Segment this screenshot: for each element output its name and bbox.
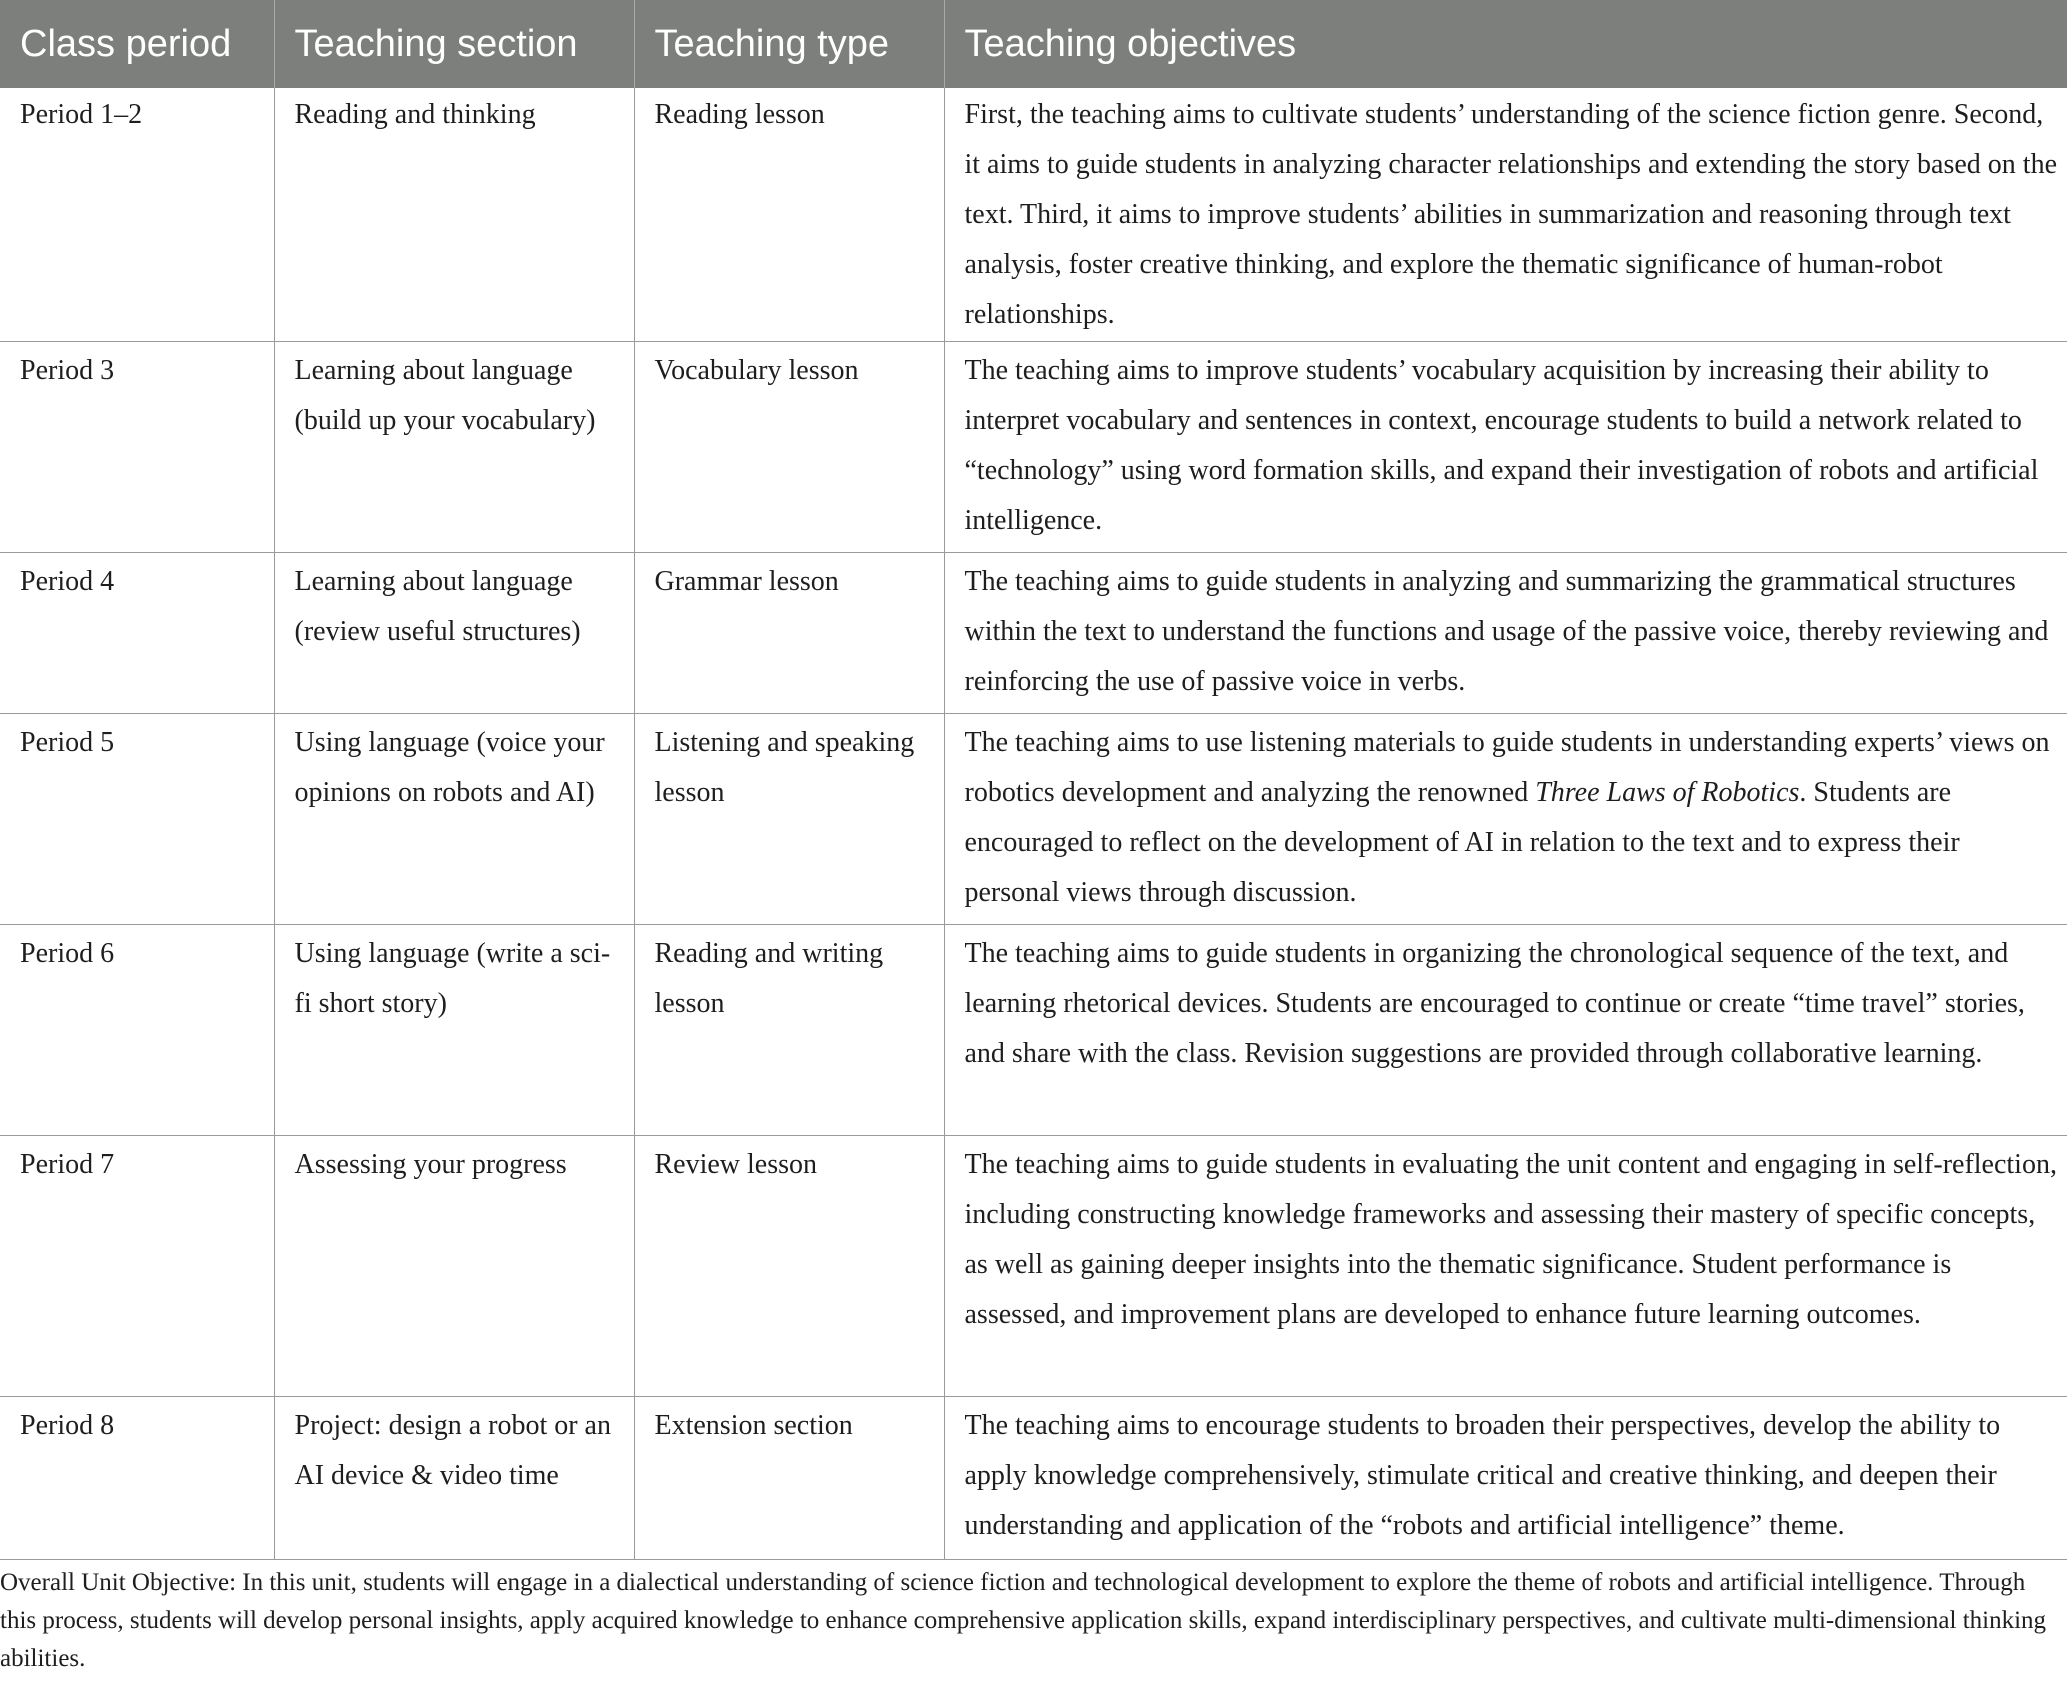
teaching-objective-cell xyxy=(944,713,2067,924)
table-body xyxy=(0,88,2067,1559)
table-row xyxy=(0,341,2067,552)
teaching-type-cell: Review lesson xyxy=(634,1135,944,1396)
teaching-section-cell: Reading and thinking xyxy=(274,88,634,341)
teaching-type-cell: Vocabulary lesson xyxy=(634,341,944,552)
class-period-cell: Period 1–2 xyxy=(0,88,274,341)
teaching-type-cell: Grammar lesson xyxy=(634,552,944,713)
teaching-section-cell: Using language (write a sci-fi short story) xyxy=(274,924,634,1135)
header-teaching-section: Teaching section xyxy=(274,0,634,88)
table-row xyxy=(0,1396,2067,1559)
teaching-type-cell: Reading and writing lesson xyxy=(634,924,944,1135)
teaching-objective-cell: The teaching aims to encourage students to broaden their perspectives, develop the ability to apply knowledge comprehensively, stimulate critical and creative thinking, and deepen their understanding and application of the “robots and artificial intelligence” theme. xyxy=(944,1396,2067,1559)
table-row xyxy=(0,924,2067,1135)
teaching-section-cell: Project: design a robot or an AI device & video time xyxy=(274,1396,634,1559)
table-header xyxy=(0,0,2067,88)
teaching-section-cell: Learning about language (review useful structures) xyxy=(274,552,634,713)
teaching-objective-cell: The teaching aims to guide students in organizing the chronological sequence of the text, and learning rhetorical devices. Students are encouraged to continue or create “time travel” stories, and share with the class. Revision suggestions are provided through collaborative learning. xyxy=(944,924,2067,1135)
class-period-cell: Period 6 xyxy=(0,924,274,1135)
teaching-type-cell: Listening and speaking lesson xyxy=(634,713,944,924)
header-teaching-objectives: Teaching objectives xyxy=(944,0,2067,88)
objective-text: The teaching aims to use listening materials to guide students in understanding experts’ views on robotics development and analyzing the renowned xyxy=(964,726,2050,808)
header-teaching-type: Teaching type xyxy=(634,0,944,88)
teaching-objective-cell: The teaching aims to guide students in evaluating the unit content and engaging in self-reflection, including constructing knowledge frameworks and assessing their mastery of specific concepts, as well as gaining deeper insights into the thematic significance. Student performance is assessed, and improvement plans are developed to enhance future learning outcomes. xyxy=(944,1135,2067,1396)
teaching-objective-cell: The teaching aims to improve students’ vocabulary acquisition by increasing their ability to interpret vocabulary and sentences in context, encourage students to build a network related to “technology” using word formation skills, and expand their investigation of robots and artificial intelligence. xyxy=(944,341,2067,552)
table-row xyxy=(0,713,2067,924)
teaching-section-cell: Assessing your progress xyxy=(274,1135,634,1396)
teaching-type-cell: Extension section xyxy=(634,1396,944,1559)
objective-italic-title: Three Laws of Robotics xyxy=(1535,776,1800,808)
table-row xyxy=(0,1135,2067,1396)
class-period-cell: Period 8 xyxy=(0,1396,274,1559)
teaching-section-cell: Using language (voice your opinions on robots and AI) xyxy=(274,713,634,924)
table-footnote: Overall Unit Objective: In this unit, students will engage in a dialectical understanding of science fiction and technological development to explore the theme of robots and artificial intelligence. Through this process, students will develop personal insights, apply acquired knowledge to enhance comprehensive application skills, expand interdisciplinary perspectives, and cultivate multi-dimensional thinking abilities. xyxy=(0,1569,2047,1672)
class-period-cell: Period 4 xyxy=(0,552,274,713)
header-class-period: Class period xyxy=(0,0,274,88)
teaching-section-cell: Learning about language (build up your vocabulary) xyxy=(274,341,634,552)
objective-text: . Students are encouraged to reflect on the development of AI in relation to the text and to express their personal views through discussion. xyxy=(964,776,1960,908)
header-row xyxy=(0,0,2067,88)
class-period-cell: Period 5 xyxy=(0,713,274,924)
class-period-cell: Period 3 xyxy=(0,341,274,552)
teaching-objective-cell: The teaching aims to guide students in analyzing and summarizing the grammatical structures within the text to understand the functions and usage of the passive voice, thereby reviewing and reinforcing the use of passive voice in verbs. xyxy=(944,552,2067,713)
table-row xyxy=(0,552,2067,713)
class-period-cell: Period 7 xyxy=(0,1135,274,1396)
table-row xyxy=(0,88,2067,341)
teaching-objective-cell: First, the teaching aims to cultivate students’ understanding of the science fiction genre. Second, it aims to guide students in analyzing character relationships and extending the story based on the text. Third, it aims to improve students’ abilities in summarization and reasoning through text analysis, foster creative thinking, and explore the thematic significance of human-robot relationships. xyxy=(944,88,2067,341)
teaching-type-cell: Reading lesson xyxy=(634,88,944,341)
